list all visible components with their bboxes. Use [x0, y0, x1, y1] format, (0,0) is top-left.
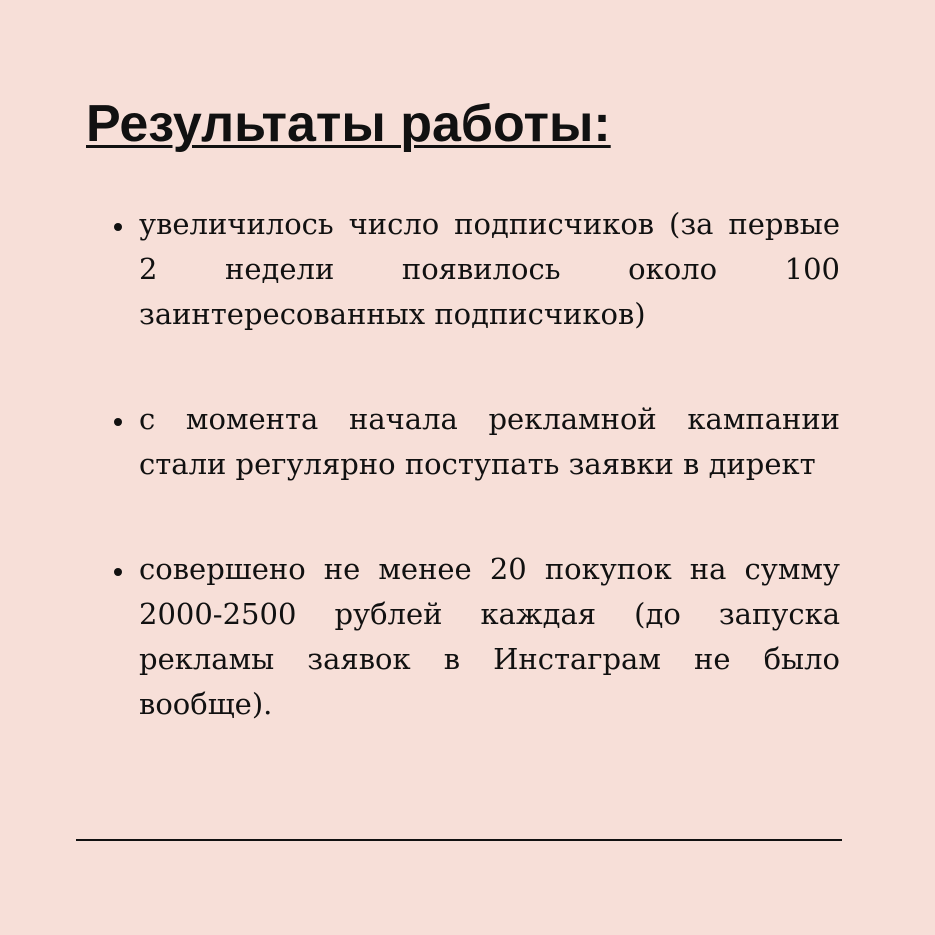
list-item-text: совершено не менее 20 покупок на сумму 2000-2500 рублей каждая (до запуска рекламы заявок в Инстаграм не было вообще). — [139, 552, 840, 721]
list-item — [139, 547, 840, 727]
bullet-icon — [114, 223, 122, 231]
bottom-divider — [76, 839, 842, 841]
list-item-text: увеличилось число подписчиков (за первые 2 недели появилось около 100 заинтересованных подписчиков) — [139, 207, 840, 331]
bullet-icon — [114, 568, 122, 576]
page-title: Результаты работы: — [86, 95, 611, 153]
bullet-icon — [114, 418, 122, 426]
list-item — [139, 397, 840, 487]
results-list — [139, 202, 840, 727]
list-item — [139, 202, 840, 337]
list-item-text: с момента начала рекламной кампании стали регулярно поступать заявки в директ — [139, 402, 840, 481]
